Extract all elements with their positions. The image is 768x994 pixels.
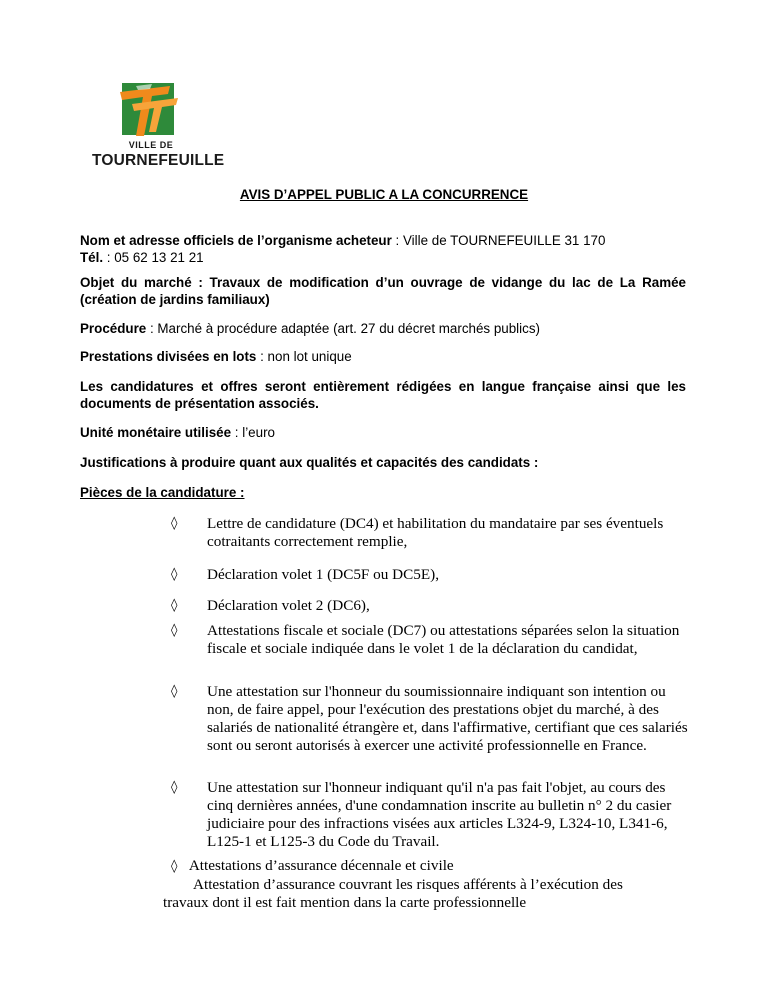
buyer-value: : Ville de TOURNEFEUILLE 31 170 <box>391 233 606 248</box>
diamond-bullet-icon: ◊ <box>171 684 178 699</box>
diamond-bullet-icon: ◊ <box>171 859 178 874</box>
list-item-text: Déclaration volet 2 (DC6), <box>207 597 370 614</box>
tel-label: Tél. <box>80 250 104 265</box>
list-item-text: Attestations fiscale et sociale (DC7) ou attestations séparées selon la situation fiscale et sociale indiquée dans le volet 1 de la déclaration du candidat, <box>207 622 680 657</box>
diamond-bullet-icon: ◊ <box>171 780 178 795</box>
list-item-text: Déclaration volet 1 (DC5F ou DC5E), <box>207 566 439 583</box>
procedure-section <box>80 320 686 337</box>
buyer-label: Nom et adresse officiels de l’organisme acheteur <box>80 233 392 248</box>
lots-value: : non lot unique <box>256 349 352 364</box>
insurance-section <box>163 857 691 912</box>
logo-text-town: TOURNEFEUILLE <box>92 152 225 169</box>
diamond-bullet-icon: ◊ <box>171 567 178 582</box>
lots-label: Prestations divisées en lots <box>80 349 257 364</box>
procedure-value: : Marché à procédure adaptée (art. 27 du décret marchés publics) <box>146 321 540 336</box>
pieces-heading: Pièces de la candidature : <box>80 485 245 500</box>
lots-section <box>80 348 686 365</box>
object-label: Objet du marché : <box>80 275 210 290</box>
currency-label: Unité monétaire utilisée <box>80 425 232 440</box>
insurance-line-3: travaux dont il est fait mention dans la carte professionnelle <box>163 894 527 911</box>
insurance-title: Attestations d’assurance décennale et civile <box>188 857 454 874</box>
object-value: Travaux de modification d’un ouvrage de vidange du lac de La Ramée (création de jardins familiaux) <box>80 275 686 307</box>
currency-value: : l’euro <box>231 425 275 440</box>
insurance-line-2: Attestation d’assurance couvrant les risques afférents à l’exécution des <box>193 876 623 893</box>
buyer-section <box>80 232 686 266</box>
list-item-text: Lettre de candidature (DC4) et habilitation du mandataire par ses éventuels cotraitants correctement remplie, <box>207 515 664 550</box>
tel-value: : 05 62 13 21 21 <box>103 250 204 265</box>
insurance-line-1 <box>171 857 691 876</box>
object-section <box>80 274 686 308</box>
logo-text-ville-de: VILLE DE <box>128 140 174 150</box>
list-item-text: Une attestation sur l'honneur indiquant qu'il n'a pas fait l'objet, au cours des cinq dernières années, d'une condamnation inscrite au bulletin n° 2 du casier judiciaire pour des infractions visées aux articles L324-9, L324-10, L341-6, L125-1 et L125-3 du Code du Travail. <box>207 779 672 850</box>
justifications-heading: Justifications à produire quant aux qualités et capacités des candidats : <box>80 455 539 470</box>
logo-t-emblem <box>92 80 210 140</box>
diamond-bullet-icon: ◊ <box>171 516 178 531</box>
language-note: Les candidatures et offres seront entièrement rédigées en langue française ainsi que les documents de présentation associés. <box>80 379 686 411</box>
procedure-label: Procédure <box>80 321 147 336</box>
town-logo <box>92 80 225 175</box>
list-item-text: Une attestation sur l'honneur du soumissionnaire indiquant son intention ou non, de faire appel, pour l'exécution des prestations objet du marché, à des salariés de nationalité étrangère et, dans l'affirmative, certifiant que ces salariés sont ou seront autorisés à exercer une activité professionnelle en France. <box>207 683 688 754</box>
page-title: AVIS D’APPEL PUBLIC A LA CONCURRENCE <box>239 187 529 202</box>
diamond-bullet-icon: ◊ <box>171 598 178 613</box>
currency-section <box>80 424 686 441</box>
diamond-bullet-icon: ◊ <box>171 623 178 638</box>
